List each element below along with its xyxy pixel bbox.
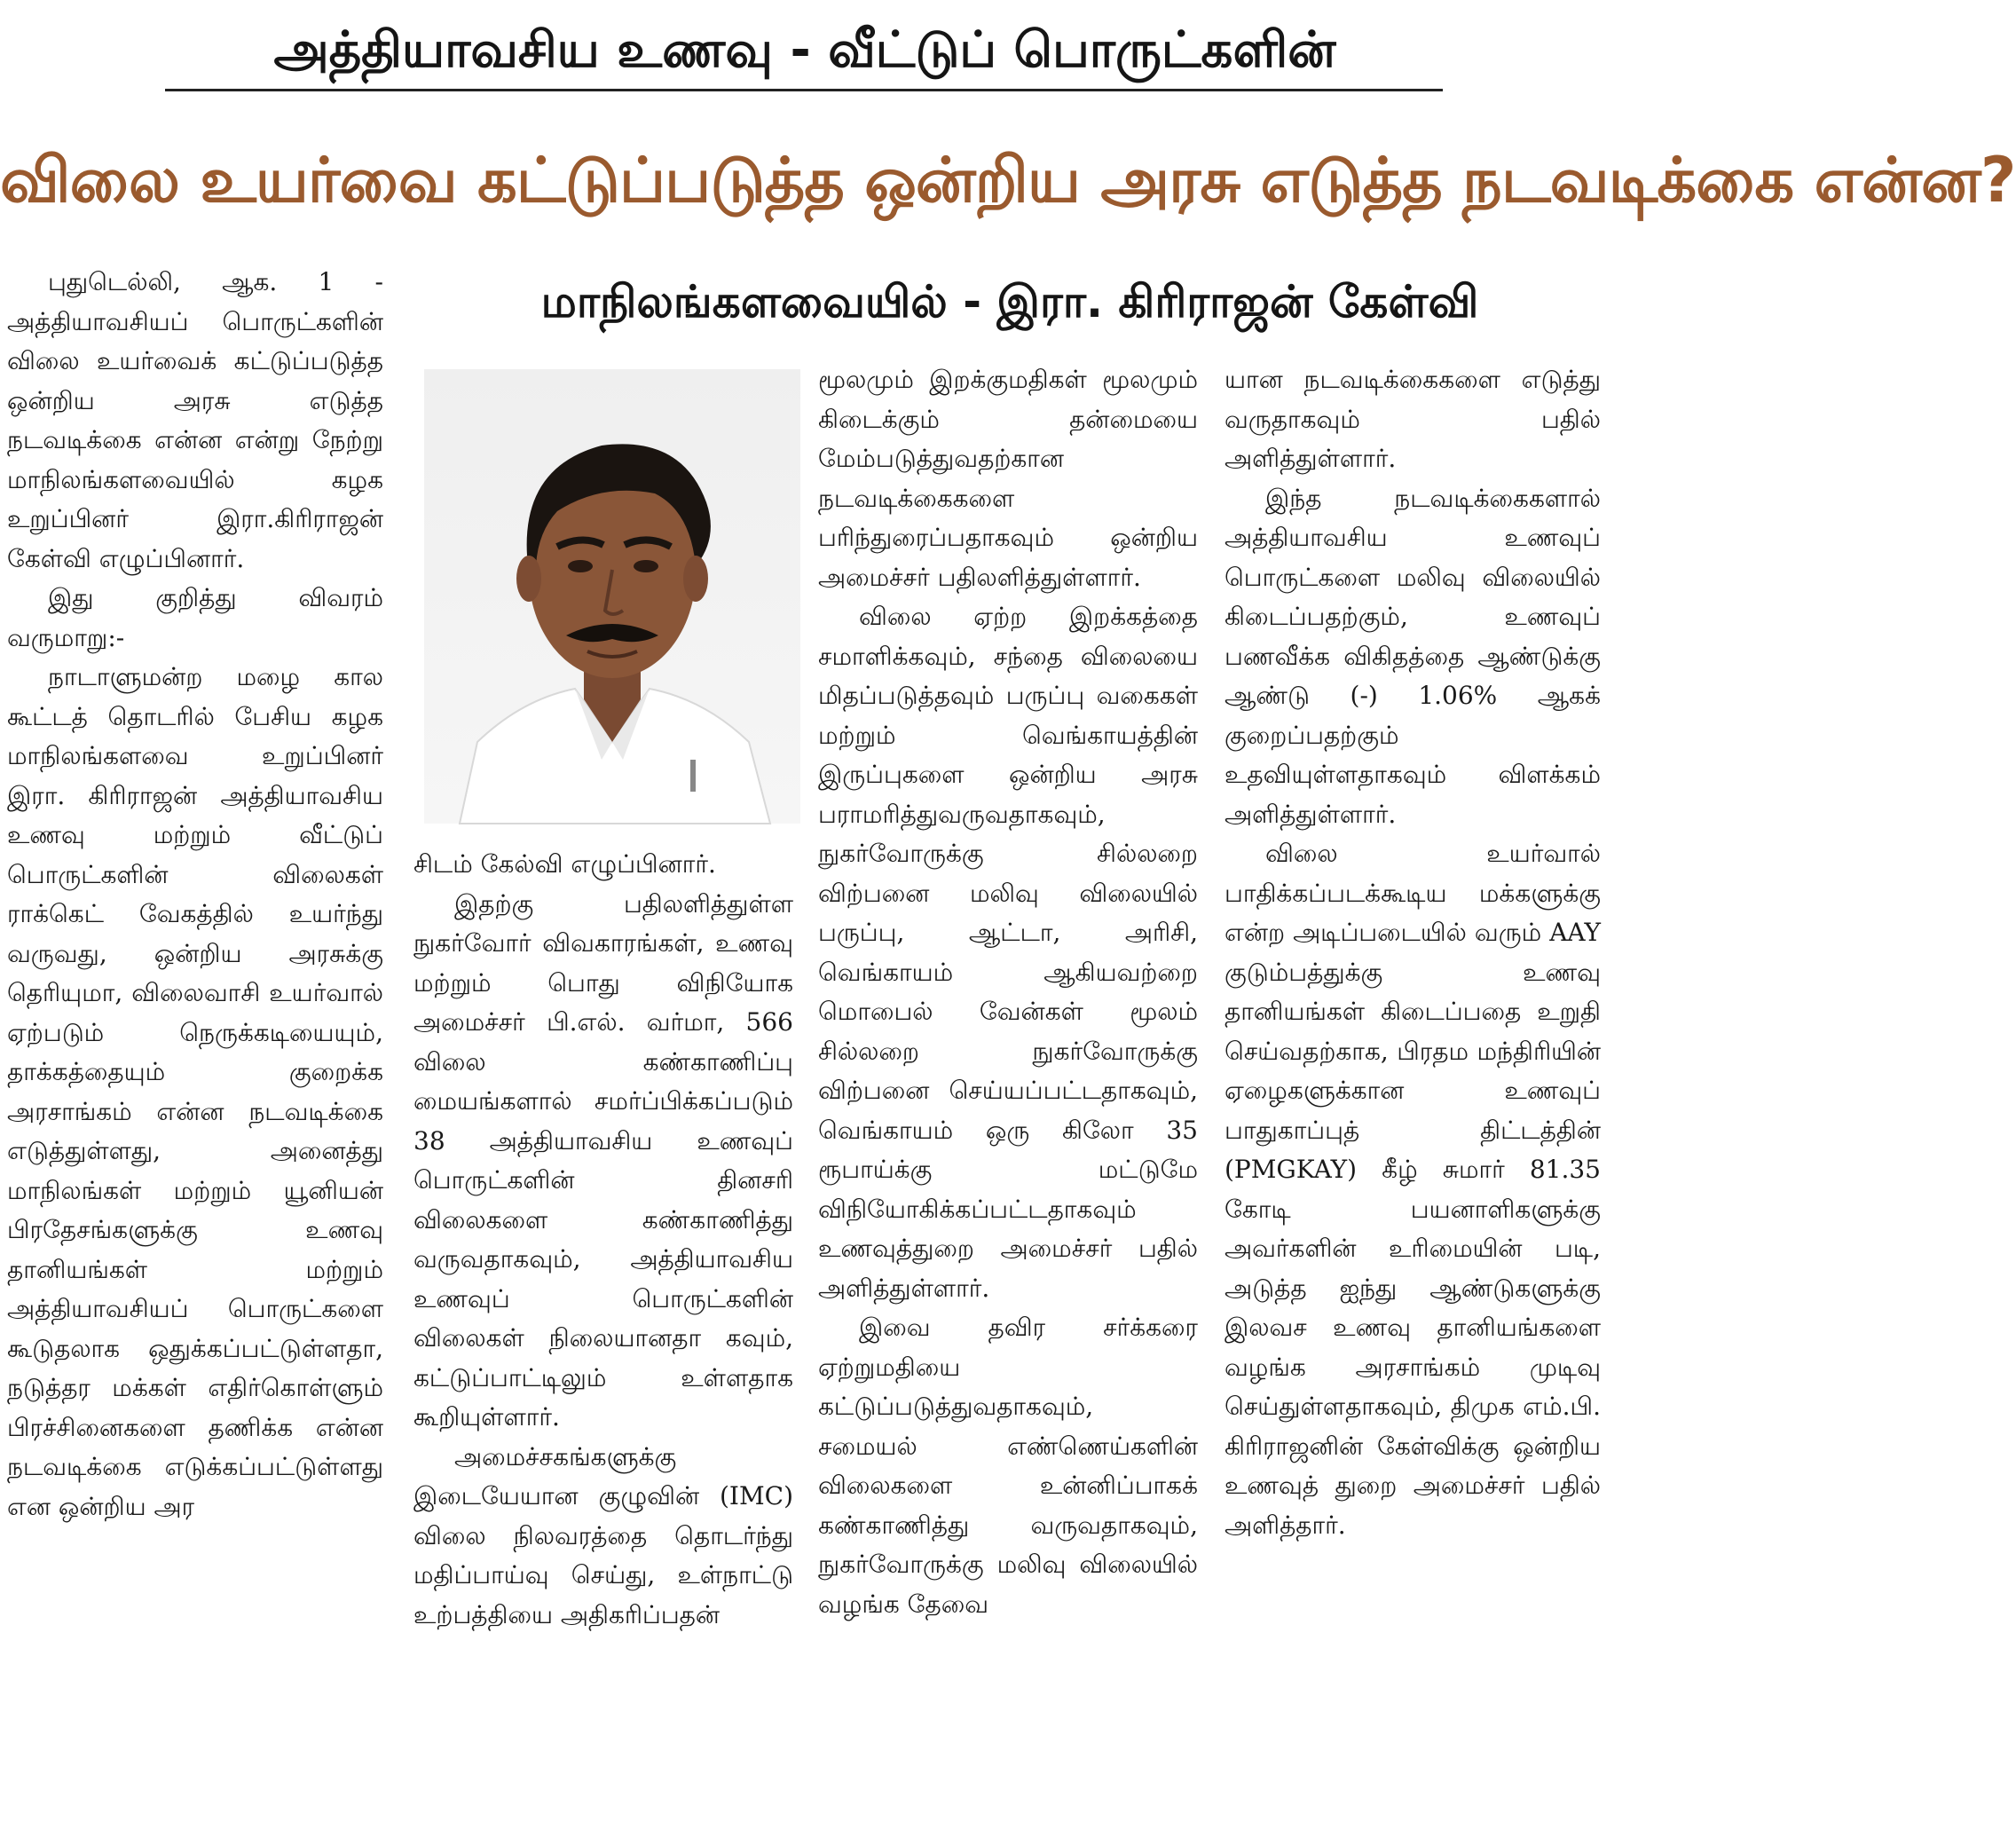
subheadline: மாநிலங்களவையில் - இரா. கிரிராஜன் கேள்வி	[540, 276, 1479, 327]
article-column-3	[818, 360, 1198, 1624]
paragraph: நாடாளுமன்ற மழை கால கூட்டத் தொடரில் பேசிய கழக மாநிலங்களவை உறுப்பினர் இரா. கிரிராஜன் அத்தியாவசிய உணவு மற்றும் வீட்டுப் பொருட்களின் விலைகள் ராக்கெட் வேகத்தில் உயர்ந்து வருவது, ஒன்றிய அரசுக்கு தெரியுமா, விலைவாசி உயர்வால் ஏற்படும் நெருக்கடியையும், தாக்கத்தையும் குறைக்க அரசாங்கம் என்ன நடவடிக்கை எடுத்துள்ளது, அனைத்து மாநிலங்கள் மற்றும் யூனியன் பிரதேசங்களுக்கு உணவு தானியங்கள் மற்றும் அத்தியாவசியப் பொருட்களை கூடுதலாக ஒதுக்கப்பட்டுள்ளதா, நடுத்தர மக்கள் எதிர்கொள்ளும் பிரச்சினைகளை தணிக்க என்ன நடவடிக்கை எடுக்கப்பட்டுள்ளது என ஒன்றிய அர	[7, 662, 383, 1521]
paragraph: யான நடவடிக்கைகளை எடுத்து வருதாகவும் பதில் அளித்துள்ளார்.	[1225, 365, 1601, 473]
paragraph: புதுடெல்லி, ஆக. 1 - அத்தியாவசியப் பொருட்களின் விலை உயர்வைக் கட்டுப்படுத்த ஒன்றிய அரசு எடுத்த நடவடிக்கை என்ன என்று நேற்று மாநிலங்களவையில் கழக உறுப்பினர் இரா.கிரிராஜன் கேள்வி எழுப்பினார்.	[7, 267, 383, 573]
paragraph: இந்த நடவடிக்கைகளால் அத்தியாவசிய உணவுப் பொருட்களை மலிவு விலையில் கிடைப்பதற்கும், உணவுப் பணவீக்க விகிதத்தை ஆண்டுக்கு ஆண்டு (-) 1.06% ஆகக் குறைப்பதற்கும் உதவியுள்ளதாகவும் விளக்கம் அளித்துள்ளார்.	[1225, 483, 1601, 829]
article-column-4	[1225, 360, 1601, 1545]
paragraph: இது குறித்து விவரம் வருமாறு:-	[7, 583, 383, 652]
headline: விலை உயர்வை கட்டுப்படுத்த ஒன்றிய அரசு எடுத்த நடவடிக்கை என்ன?	[0, 144, 2016, 217]
portrait-icon	[424, 369, 800, 824]
portrait-photo	[424, 369, 800, 824]
kicker-title: அத்தியாவசிய உணவு - வீட்டுப் பொருட்களின்	[273, 21, 1336, 79]
article-column-1	[7, 263, 383, 1526]
paragraph: இவை தவிர சர்க்கரை ஏற்றுமதியை கட்டுப்படுத்துவதாகவும், சமையல் எண்ணெய்களின் விலைகளை உன்னிப்பாகக் கண்காணித்து வருவதாகவும், நுகர்வோருக்கு மலிவு விலையில் வழங்க தேவை	[818, 1313, 1198, 1619]
paragraph: விலை ஏற்ற இறக்கத்தை சமாளிக்கவும், சந்தை விலையை மிதப்படுத்தவும் பருப்பு வகைகள் மற்றும் வெங்காயத்தின் இருப்புகளை ஒன்றிய அரசு பராமரித்துவருவதாகவும், நுகர்வோருக்கு சில்லறை விற்பனை மலிவு விலையில் பருப்பு, ஆட்டா, அரிசி, வெங்காயம் ஆகியவற்றை மொபைல் வேன்கள் மூலம் சில்லறை நுகர்வோருக்கு விற்பனை செய்யப்பட்டதாகவும், வெங்காயம் ஒரு கிலோ 35 ரூபாய்க்கு மட்டுமே விநியோகிக்கப்பட்டதாகவும் உணவுத்துறை அமைச்சர் பதில் அளித்துள்ளார்.	[818, 602, 1198, 1303]
paragraph: இதற்கு பதிலளித்துள்ள நுகர்வோர் விவகாரங்கள், உணவு மற்றும் பொது விநியோக அமைச்சர் பி.எல். வர்மா, 566 விலை கண்காணிப்பு மையங்களால் சமர்ப்பிக்கப்படும் 38 அத்தியாவசிய உணவுப் பொருட்களின் தினசரி விலைகளை கண்காணித்து வருவதாகவும், அத்தியாவசிய உணவுப் பொருட்களின் விலைகள் நிலையானதா கவும், கட்டுப்பாட்டிலும் உள்ளதாக கூறியுள்ளார்.	[413, 888, 793, 1432]
kicker-rule	[165, 89, 1443, 91]
paragraph: அமைச்சகங்களுக்கு இடையேயான குழுவின் (IMC) விலை நிலவரத்தை தொடர்ந்து மதிப்பாய்வு செய்து, உள்நாட்டு உற்பத்தியை அதிகரிப்பதன்	[413, 1441, 793, 1629]
paragraph: மூலமும் இறக்குமதிகள் மூலமும் கிடைக்கும் தன்மையை மேம்படுத்துவதற்கான நடவடிக்கைகளை பரிந்துரைப்பதாகவும் ஒன்றிய அமைச்சர் பதிலளித்துள்ளார்.	[818, 365, 1198, 592]
paragraph: விலை உயர்வால் பாதிக்கப்படக்கூடிய மக்களுக்கு என்ற அடிப்படையில் வரும் AAY குடும்பத்துக்கு உணவு தானியங்கள் கிடைப்பதை உறுதி செய்வதற்காக, பிரதம மந்திரியின் ஏழைகளுக்கான உணவுப் பாதுகாப்புத் திட்டத்தின் (PMGKAY) கீழ் சுமார் 81.35 கோடி பயனாளிகளுக்கு அவர்களின் உரிமையின் படி, அடுத்த ஐந்து ஆண்டுகளுக்கு இலவச உணவு தானியங்களை வழங்க அரசாங்கம் முடிவு செய்துள்ளதாகவும், திமுக எம்.பி. கிரிராஜனின் கேள்விக்கு ஒன்றிய உணவுத் துறை அமைச்சர் பதில் அளித்தார்.	[1225, 839, 1601, 1540]
paragraph: சிடம் கேல்வி எழுப்பினார்.	[413, 849, 716, 879]
article-column-2	[413, 845, 793, 1635]
